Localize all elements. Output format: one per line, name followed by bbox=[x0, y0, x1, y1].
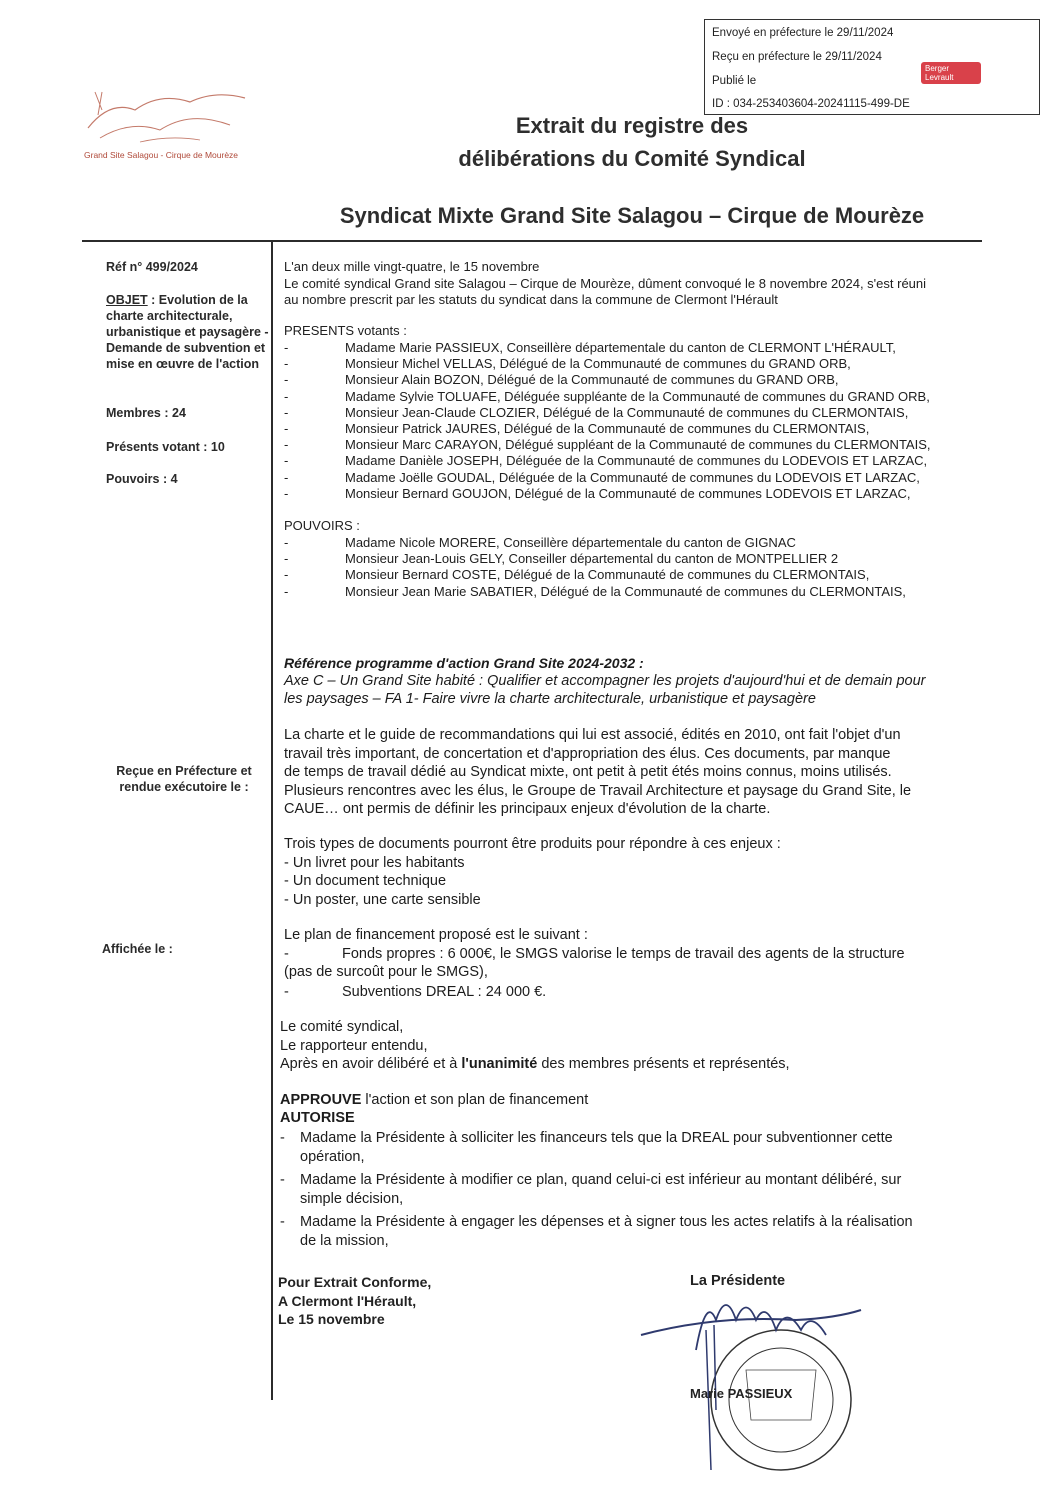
intro-line: Le comité syndical Grand site Salagou – Cirque de Mourèze, dûment convoqué le 8 novembre 2024, s'est réuni bbox=[284, 276, 927, 291]
list-item bbox=[284, 437, 984, 453]
list-item: - Un livret pour les habitants bbox=[284, 854, 465, 871]
list-item bbox=[284, 535, 984, 551]
financement-dash: - bbox=[284, 984, 289, 1000]
pouvoirs-list bbox=[284, 535, 984, 600]
member-entry: Monsieur Marc CARAYON, Délégué suppléant de la Communauté de communes du CLERMONTAIS, bbox=[345, 437, 931, 453]
pouvoirs-count: Pouvoirs : 4 bbox=[106, 472, 178, 486]
list-item bbox=[284, 421, 984, 437]
list-item: - Un poster, une carte sensible bbox=[284, 891, 481, 908]
list-item: - Un document technique bbox=[284, 873, 447, 889]
signature-seal bbox=[636, 1290, 866, 1480]
extrait-conforme: Pour Extrait Conforme, A Clermont l'Hérault, Le 15 novembre bbox=[278, 1274, 432, 1327]
member-entry: Monsieur Bernard GOUJON, Délégué de la Communauté de communes LODEVOIS ET LARZAC, bbox=[345, 485, 911, 501]
member-entry: Monsieur Jean-Claude CLOZIER, Délégué de la Communauté de communes du CLERMONTAIS, bbox=[345, 404, 909, 420]
stamp-id: ID : 034-253403604-20241115-499-DE bbox=[712, 98, 910, 110]
syndicate-name: Syndicat Mixte Grand Site Salagou – Cirque de Mourèze bbox=[339, 203, 925, 228]
financement-intro: Le plan de financement proposé est le suivant : bbox=[284, 927, 588, 943]
member-entry: Monsieur Bernard COSTE, Délégué de la Communauté de communes du CLERMONTAIS, bbox=[345, 567, 870, 583]
member-entry: Madame Danièle JOSEPH, Déléguée de la Communauté de communes du LODEVOIS ET LARZAC, bbox=[345, 453, 928, 469]
intro-date: L'an deux mille vingt-quatre, le 15 novembre bbox=[284, 259, 540, 274]
stamp-published: Publié le bbox=[712, 75, 757, 87]
list-dash: - bbox=[284, 469, 289, 485]
presents-heading: PRESENTS votants : bbox=[284, 323, 407, 338]
list-item bbox=[284, 486, 984, 502]
member-entry: Monsieur Michel VELLAS, Délégué de la Communauté de communes du GRAND ORB, bbox=[345, 356, 851, 372]
list-dash: - bbox=[284, 583, 289, 599]
member-entry: Monsieur Patrick JAURES, Délégué de la Communauté de communes du CLERMONTAIS, bbox=[345, 420, 870, 436]
list-item bbox=[284, 551, 984, 567]
list-dash: - bbox=[284, 356, 289, 372]
list-dash: - bbox=[284, 551, 289, 567]
member-entry: Monsieur Jean-Louis GELY, Conseiller départemental du canton de MONTPELLIER 2 bbox=[345, 551, 839, 567]
list-dash: - bbox=[284, 420, 289, 436]
programme-line: les paysages – FA 1- Faire vivre la charte architecturale, urbanistique et paysagère bbox=[284, 691, 816, 707]
list-dash: - bbox=[284, 453, 289, 469]
stamp-received: Reçu en préfecture le 29/11/2024 bbox=[712, 51, 882, 63]
comite-line: Après en avoir délibéré et à l'unanimité des membres présents et représentés, bbox=[280, 1056, 790, 1072]
intro-line: au nombre prescrit par les statuts du syndicat dans la commune de Clermont l'Hérault bbox=[284, 292, 778, 307]
member-entry: Monsieur Jean Marie SABATIER, Délégué de la Communauté de communes du CLERMONTAIS, bbox=[345, 583, 906, 599]
financement-line: Subventions DREAL : 24 000 €. bbox=[342, 984, 547, 1000]
document-title-line2: délibérations du Comité Syndical bbox=[458, 146, 806, 171]
charte-paragraph bbox=[284, 726, 911, 819]
member-entry: Monsieur Alain BOZON, Délégué de la Communauté de communes du GRAND ORB, bbox=[345, 372, 839, 388]
prefecture-stamp bbox=[704, 19, 1040, 115]
list-item bbox=[284, 356, 984, 372]
pouvoirs-heading: POUVOIRS : bbox=[284, 518, 360, 533]
list-dash: - bbox=[284, 404, 289, 420]
list-item bbox=[284, 453, 984, 469]
member-entry: Madame Marie PASSIEUX, Conseillère départementale du canton de CLERMONT L'HÉRAULT, bbox=[345, 340, 896, 355]
paragraph-line: La charte et le guide de recommandations qui lui est associé, édités en 2010, ont fait l'objet d'un bbox=[284, 727, 901, 743]
objet-label: OBJET bbox=[106, 293, 148, 307]
financement-line: Fonds propres : 6 000€, le SMGS valorise le temps de travail des agents de la structure bbox=[342, 946, 905, 962]
presents-list bbox=[284, 340, 984, 502]
paragraph-line: Plusieurs rencontres avec les élus, le Groupe de Travail Architecture et paysage du Grand Site, le bbox=[284, 782, 912, 799]
list-item: - Madame la Présidente à modifier ce plan, quand celui-ci est inférieur au montant délibéré, sur simple décision, bbox=[280, 1172, 902, 1207]
list-item bbox=[284, 389, 984, 405]
list-item bbox=[284, 340, 984, 356]
list-dash: - bbox=[284, 535, 289, 550]
comite-line: Le rapporteur entendu, bbox=[280, 1038, 428, 1054]
member-entry: Madame Nicole MORERE, Conseillère départementale du canton de GIGNAC bbox=[345, 535, 796, 550]
logo-caption: Grand Site Salagou - Cirque de Mourèze bbox=[84, 150, 239, 160]
list-dash: - bbox=[284, 388, 289, 404]
presidente-label: La Présidente bbox=[690, 1273, 786, 1289]
recue-prefecture: Reçue en Préfecture et rendue exécutoire le : bbox=[116, 764, 252, 794]
list-item: - Madame la Présidente à engager les dépenses et à signer tous les actes relatifs à la réalisation de la mission, bbox=[280, 1214, 913, 1249]
berger-levrault-logo: Berger Levrault bbox=[921, 62, 981, 84]
list-dash: - bbox=[284, 340, 289, 355]
list-item bbox=[284, 372, 984, 388]
stamp-sent: Envoyé en préfecture le 29/11/2024 bbox=[712, 27, 894, 39]
list-dash: - bbox=[284, 485, 289, 501]
header-divider bbox=[82, 240, 982, 242]
affichee-label: Affichée le : bbox=[102, 942, 173, 956]
paragraph-line: Trois types de documents pourront être produits pour répondre à ces enjeux : bbox=[284, 836, 781, 852]
signer-name: Marie PASSIEUX bbox=[690, 1386, 793, 1401]
list-item bbox=[284, 470, 984, 486]
presents-count: Présents votant : 10 bbox=[106, 440, 225, 454]
comite-line: Le comité syndical, bbox=[280, 1019, 404, 1035]
list-dash: - bbox=[284, 437, 289, 453]
list-item bbox=[284, 405, 984, 421]
objet-block bbox=[106, 292, 274, 372]
paragraph-line: CAUE… ont permis de définir les principaux enjeux d'évolution de la charte. bbox=[284, 801, 771, 817]
list-item: - Madame la Présidente à solliciter les financeurs tels que la DREAL pour subventionner cette opération, bbox=[280, 1130, 893, 1165]
membres-count: Membres : 24 bbox=[106, 406, 186, 420]
autorise-list bbox=[280, 1129, 913, 1250]
reference-number: Réf n° 499/2024 bbox=[106, 260, 198, 274]
financement-dash: - bbox=[284, 946, 289, 962]
member-entry: Madame Sylvie TOLUAFE, Déléguée suppléante de la Communauté de communes du GRAND ORB, bbox=[345, 388, 930, 404]
list-dash: - bbox=[284, 567, 289, 583]
autorise-heading: AUTORISE bbox=[280, 1110, 355, 1126]
list-dash: - bbox=[284, 372, 289, 388]
programme-heading: Référence programme d'action Grand Site 2024-2032 : bbox=[284, 655, 644, 671]
approuve-line: APPROUVE l'action et son plan de financement bbox=[280, 1092, 589, 1108]
list-item bbox=[284, 567, 984, 583]
list-item bbox=[284, 584, 984, 600]
paragraph-line: travail très important, de concertation et d'appropriation des élus. Ces documents, par manque bbox=[284, 745, 891, 762]
documents-paragraph bbox=[284, 835, 781, 909]
financement-line: (pas de surcoût pour le SMGS), bbox=[284, 964, 488, 980]
objet-text: : Evolution de la charte architecturale, urbanistique et paysagère - Demande de subvention et mise en œuvre de l'action bbox=[106, 293, 269, 371]
paragraph-line: de temps de travail dédié au Syndicat mixte, ont petit à petit étés moins connus, moins utilisés. bbox=[284, 764, 892, 780]
programme-line: Axe C – Un Grand Site habité : Qualifier et accompagner les projets d'aujourd'hui et de demain pour bbox=[284, 673, 926, 689]
document-title-line1: Extrait du registre des bbox=[515, 113, 749, 138]
member-entry: Madame Joëlle GOUDAL, Déléguée de la Communauté de communes du LODEVOIS ET LARZAC, bbox=[345, 469, 920, 485]
